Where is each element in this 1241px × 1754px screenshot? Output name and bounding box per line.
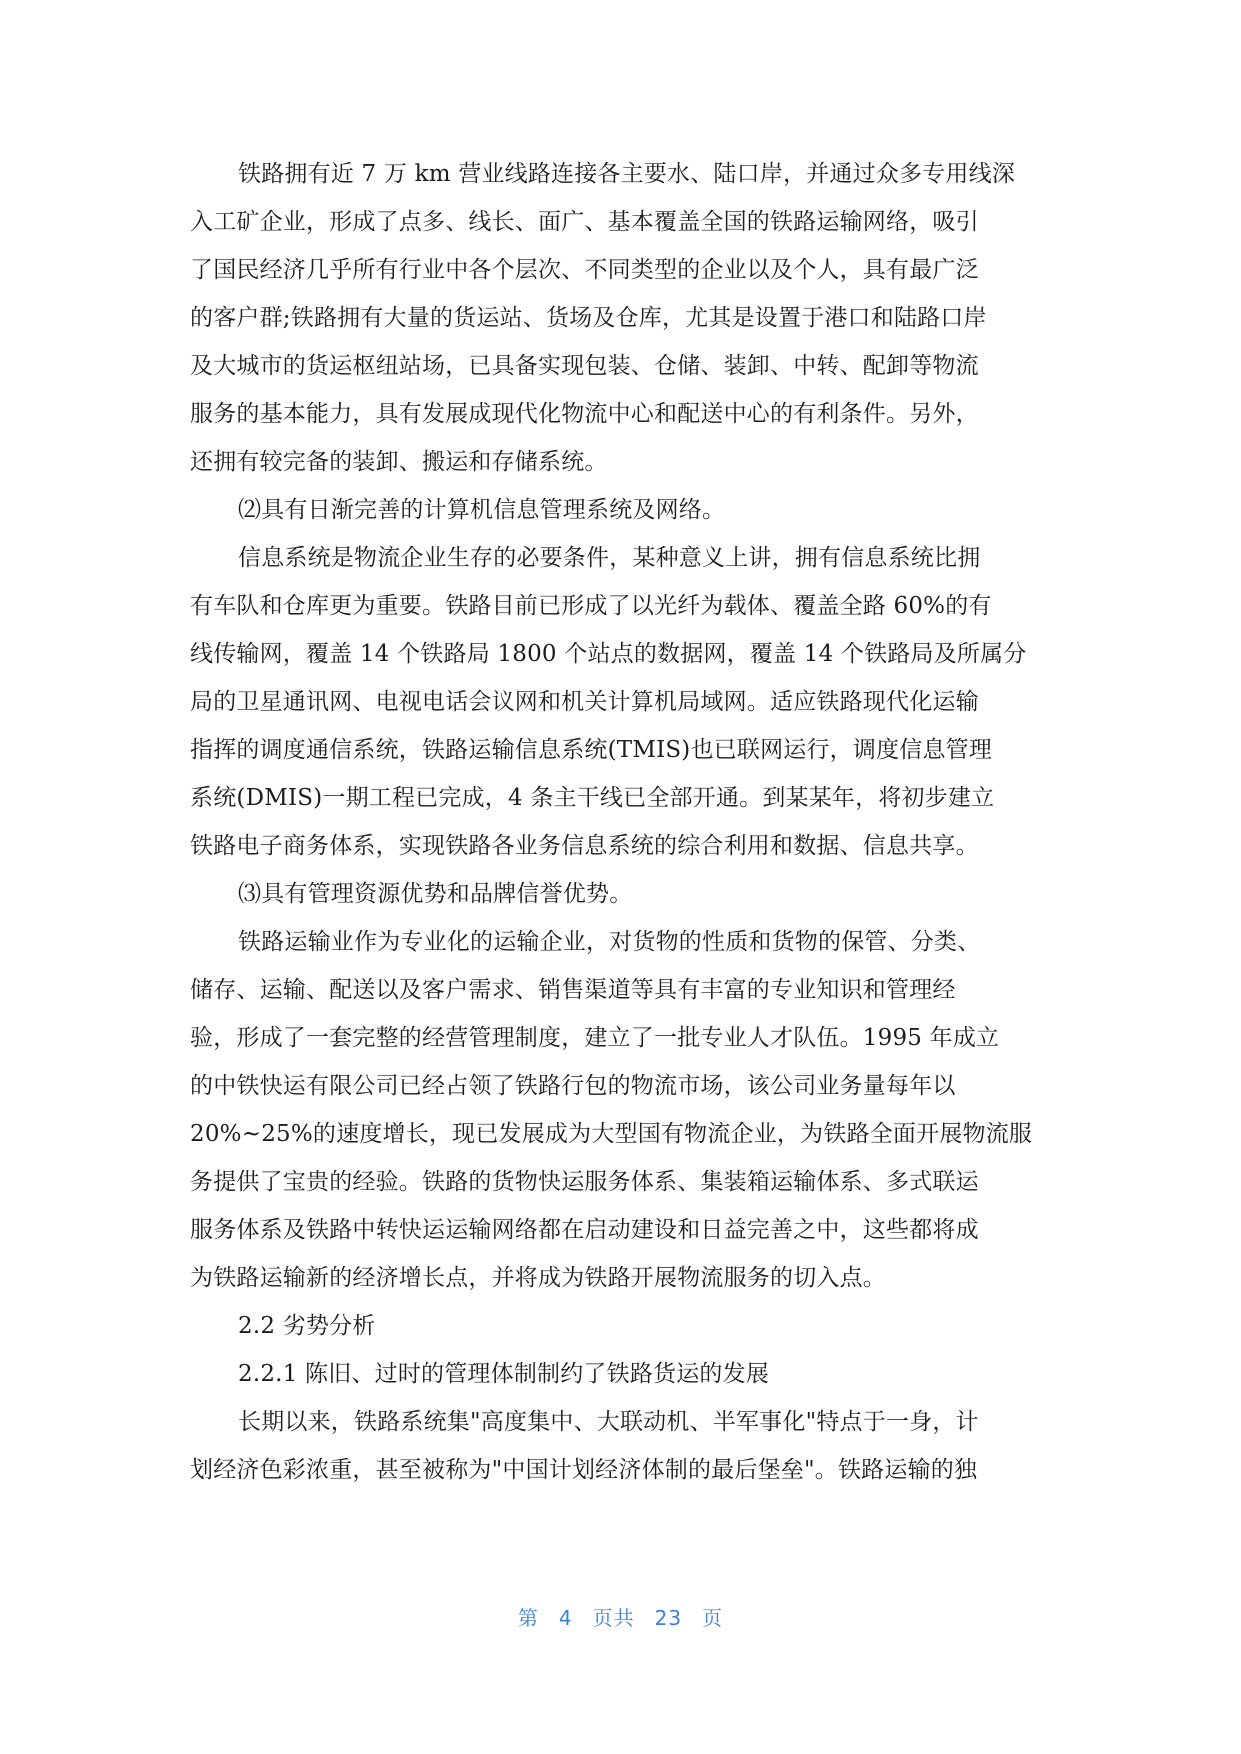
text-line: 铁路电子商务体系，实现铁路各业务信息系统的综合利用和数据、信息共享。 [190, 833, 979, 859]
text-line: 务提供了宝贵的经验。铁路的货物快运服务体系、集装箱运输体系、多式联运 [190, 1169, 979, 1195]
text-line: 信息系统是物流企业生存的必要条件，某种意义上讲，拥有信息系统比拥 [238, 545, 981, 571]
text-line: 储存、运输、配送以及客户需求、销售渠道等具有丰富的专业知识和管理经 [190, 977, 956, 1003]
text-line: 20%~25%的速度增长，现已发展成为大型国有物流企业，为铁路全面开展物流服 [190, 1121, 1033, 1147]
text-line: 的中铁快运有限公司已经占领了铁路行包的物流市场，该公司业务量每年以 [190, 1073, 956, 1099]
text-line: 及大城市的货运枢纽站场，已具备实现包装、仓储、装卸、中转、配卸等物流 [190, 353, 979, 379]
footer-suffix: 页 [702, 1606, 724, 1630]
current-page-number: 4 [558, 1606, 573, 1630]
text-line: 服务的基本能力，具有发展成现代化物流中心和配送中心的有利条件。另外， [190, 401, 979, 427]
text-line: 系统(DMIS)一期工程已完成，4 条主干线已全部开通。到某某年，将初步建立 [190, 785, 995, 811]
list-item-heading: ⑵具有日渐完善的计算机信息管理系统及网络。 [238, 497, 726, 523]
subsection-heading: 2.2.1 陈旧、过时的管理体制制约了铁路货运的发展 [238, 1361, 770, 1387]
text-line: 有车队和仓库更为重要。铁路目前已形成了以光纤为载体、覆盖全路 60%的有 [190, 593, 992, 619]
text-line: 长期以来，铁路系统集"高度集中、大联动机、半军事化"特点于一身，计 [238, 1409, 979, 1435]
text-line: 为铁路运输新的经济增长点，并将成为铁路开展物流服务的切入点。 [190, 1265, 886, 1291]
text-line: 还拥有较完备的装卸、搬运和存储系统。 [190, 449, 608, 475]
text-line: 铁路运输业作为专业化的运输企业，对货物的性质和货物的保管、分类、 [238, 929, 981, 955]
text-line: 了国民经济几乎所有行业中各个层次、不同类型的企业以及个人，具有最广泛 [190, 257, 979, 283]
text-line: 铁路拥有近 7 万 km 营业线路连接各主要水、陆口岸，并通过众多专用线深 [238, 161, 1016, 187]
text-line: 入工矿企业，形成了点多、线长、面广、基本覆盖全国的铁路运输网络，吸引 [190, 209, 979, 235]
list-item-heading: ⑶具有管理资源优势和品牌信誉优势。 [238, 881, 633, 907]
footer-prefix: 第 [517, 1606, 539, 1630]
text-line: 线传输网，覆盖 14 个铁路局 1800 个站点的数据网，覆盖 14 个铁路局及所属分 [190, 641, 1027, 667]
text-line: 指挥的调度通信系统，铁路运输信息系统(TMIS)也已联网运行，调度信息管理 [190, 737, 993, 763]
text-line: 划经济色彩浓重，甚至被称为"中国计划经济体制的最后堡垒"。铁路运输的独 [190, 1457, 978, 1483]
footer-middle: 页共 [592, 1606, 635, 1630]
text-line: 的客户群;铁路拥有大量的货运站、货场及仓库，尤其是设置于港口和陆路口岸 [190, 305, 987, 331]
text-line: 服务体系及铁路中转快运运输网络都在启动建设和日益完善之中，这些都将成 [190, 1217, 979, 1243]
section-heading: 2.2 劣势分析 [238, 1313, 376, 1339]
text-line: 验，形成了一套完整的经营管理制度，建立了一批专业人才队伍。1995 年成立 [190, 1025, 1000, 1051]
total-page-count: 23 [654, 1606, 683, 1630]
page-footer [0, 1602, 1241, 1631]
text-line: 局的卫星通讯网、电视电话会议网和机关计算机局域网。适应铁路现代化运输 [190, 689, 979, 715]
